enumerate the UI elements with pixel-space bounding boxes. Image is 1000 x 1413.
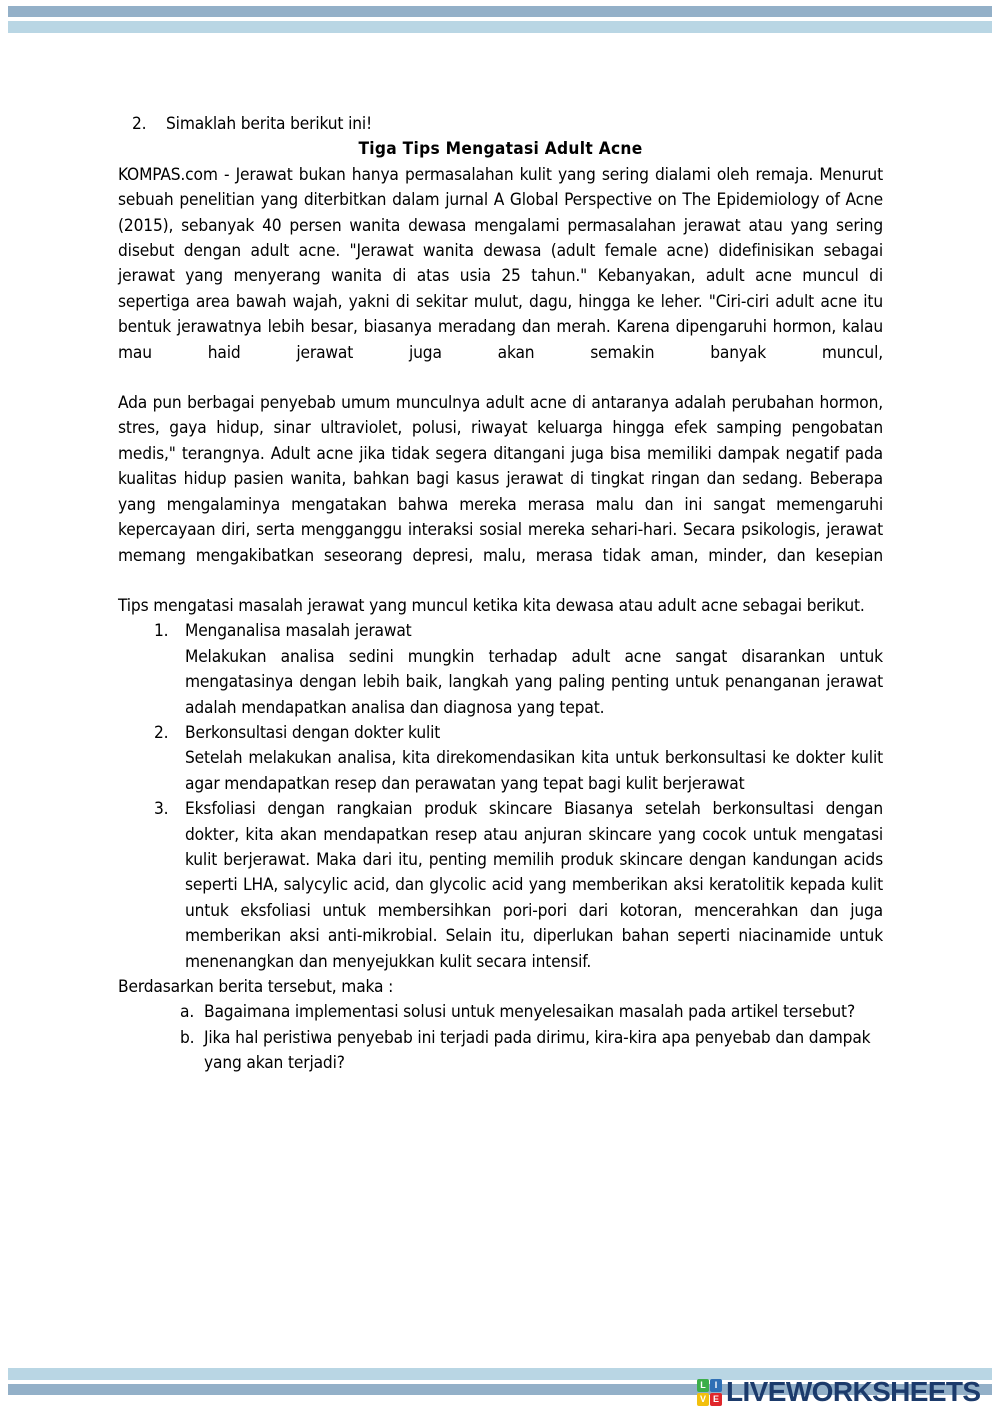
question-item <box>180 1026 883 1077</box>
logo-tile-v: V <box>697 1393 709 1406</box>
header-bar-dark <box>8 6 992 17</box>
tips-item-text: Eksfoliasi dengan rangkaian produk skincare Biasanya setelah berkonsultasi dengan dokter, kita akan mendapatkan resep atau anjuran skincare yang cocok untuk mengatasi kulit berjerawat. Maka dari itu, penting memilih produk skincare dengan kandungan acids seperti LHA, salycylic acid, dan glycolic acid yang memberikan aksi keratolitik kepada kulit untuk eksfoliasi untuk membersihkan pori-pori dari kotoran, mencerahkan dan juga memberikan aksi anti-mikrobial. Selain itu, diperlukan bahan seperti niacinamide untuk menenangkan dan menyejukkan kulit secara intensif. <box>185 799 883 972</box>
tips-list-item <box>154 619 883 721</box>
tips-item-body <box>185 797 883 975</box>
liveworksheets-logo[interactable] <box>697 1376 981 1408</box>
tips-list-item <box>154 721 883 797</box>
tips-item-title: Menganalisa masalah jerawat <box>185 621 412 642</box>
tips-item-text: Melakukan analisa sedini mungkin terhadap adult acne sangat disarankan untuk mengatasinya dengan lebih baik, langkah yang paling penting untuk penanganan jerawat adalah mendapatkan analisa dan diagnosa yang tepat. <box>185 646 883 718</box>
logo-tile-i: I <box>710 1379 722 1392</box>
question-item <box>180 1000 883 1025</box>
question-marker: a. <box>180 1002 195 1023</box>
paragraph-spacer-1 <box>118 366 883 391</box>
task-instruction-line <box>132 112 883 137</box>
tips-item-marker: 3. <box>154 799 169 820</box>
questions-intro: Berdasarkan berita tersebut, maka : <box>118 977 394 997</box>
tips-item-text: Setelah melakukan analisa, kita direkomendasikan kita untuk berkonsultasi ke dokter kulit agar mendapatkan resep dan perawatan yang tepat bagi kulit berjerawat <box>185 748 883 794</box>
tips-item-marker: 2. <box>154 722 169 743</box>
task-number: 2. <box>132 114 147 134</box>
tips-list-item <box>154 797 883 975</box>
question-text: Jika hal peristiwa penyebab ini terjadi pada dirimu, kira-kira apa penyebab dan dampak yang akan terjadi? <box>204 1027 871 1074</box>
question-text: Bagaimana implementasi solusi untuk menyelesaikan masalah pada artikel tersebut? <box>204 1002 856 1023</box>
task-instruction-text: Simaklah berita berikut ini! <box>166 114 373 134</box>
article-paragraph-3: Tips mengatasi masalah jerawat yang muncul ketika kita dewasa atau adult acne sebagai berikut. <box>118 595 865 616</box>
questions-list <box>118 1000 883 1076</box>
article-paragraph-2: Ada pun berbagai penyebab umum munculnya adult acne di antaranya adalah perubahan hormon, stres, gaya hidup, sinar ultraviolet, polusi, riwayat keluarga hingga efek samping pengobatan medis," terangnya. Adult acne jika tidak segera ditangani juga bisa memiliki dampak negatif pada kualitas hidup pasien wanita, bahkan bagi kasus jerawat di tingkat ringan dan sedang. Beberapa yang mengalaminya mengatakan bahwa mereka merasa malu dan ini sangat memengaruhi kepercayaan diri, serta mengganggu interaksi sosial mereka sehari-hari. Secara psikologis, jerawat memang mengakibatkan seseorang depresi, malu, merasa tidak aman, minder, dan kesepian <box>118 393 883 566</box>
liveworksheets-logo-icon <box>697 1379 722 1406</box>
paragraph-spacer-2 <box>118 569 883 594</box>
article-headline: Tiga Tips Mengatasi Adult Acne <box>358 139 643 160</box>
logo-tile-e: E <box>710 1393 722 1406</box>
worksheet-content <box>118 112 883 1077</box>
header-bar-light <box>8 21 992 33</box>
liveworksheets-wordmark: LIVEWORKSHEETS <box>726 1376 981 1407</box>
logo-tile-l: L <box>697 1379 709 1392</box>
tips-item-body <box>185 721 883 797</box>
tips-item-body <box>185 619 883 721</box>
article-paragraph-1: KOMPAS.com - Jerawat bukan hanya permasalahan kulit yang sering dialami oleh remaja. Menurut sebuah penelitian yang diterbitkan dalam jurnal A Global Perspective on The Epidemiology of Acne (2015), sebanyak 40 persen wanita dewasa mengalami permasalahan jerawat atau yang sering disebut dengan adult acne. "Jerawat wanita dewasa (adult female acne) didefinisikan sebagai jerawat yang menyerang wanita di atas usia 25 tahun." Kebanyakan, adult acne muncul di sepertiga area bawah wajah, yakni di sekitar mulut, dagu, hingga ke leher. "Ciri-ciri adult acne itu bentuk jerawatnya lebih besar, biasanya meradang dan merah. Karena dipengaruhi hormon, kalau mau haid jerawat juga akan semakin banyak muncul, <box>118 164 883 363</box>
question-marker: b. <box>180 1027 195 1048</box>
tips-item-marker: 1. <box>154 621 169 642</box>
tips-item-title: Berkonsultasi dengan dokter kulit <box>185 722 441 743</box>
tips-list <box>118 619 883 975</box>
